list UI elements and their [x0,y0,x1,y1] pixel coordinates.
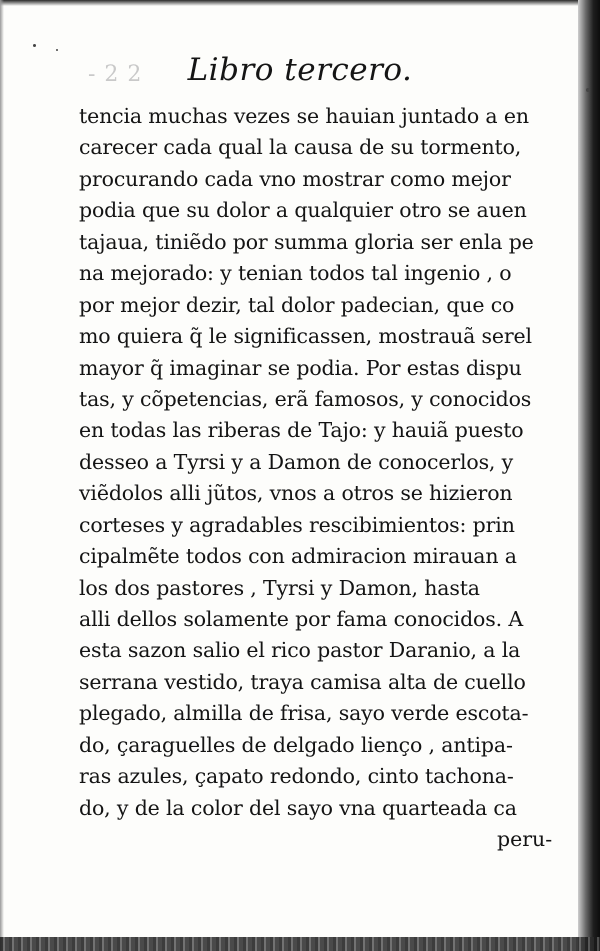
text-line: esta sazon salio el rico pastor Daranio, a la [79,638,521,663]
text-line: corteses y agradables rescibimientos: prin [79,512,515,537]
body-text [79,101,569,824]
ink-speck [33,44,36,47]
text-line: los dos pastores , Tyrsi y Damon, hasta [79,575,480,600]
text-line: do, y de la color del sayo vna quarteada ca [79,795,517,820]
catchword: peru- [497,827,553,851]
ink-speck [56,49,58,51]
text-line: por mejor dezir, tal dolor padecian, que co [79,292,515,317]
running-head: Libro tercero. [187,52,413,88]
text-line: en todas las riberas de Tajo: y hauiã puesto [79,418,524,443]
text-line: serrana vestido, traya camisa alta de cuello [79,669,526,694]
text-line: mayor q̃ imaginar se podia. Por estas dispu [79,355,522,380]
text-line: na mejorado: y tenian todos tal ingenio , o [79,261,512,286]
text-line: do, çaraguelles de delgado lienço , antipa- [79,732,513,757]
text-line: tas, y cõpetencias, erã famosos, y conocidos [79,386,532,411]
text-line: plegado, almilla de frisa, sayo verde escota- [79,701,529,726]
text-line: tajaua, tiniẽdo por summa gloria ser enla pe [79,229,534,254]
faint-mark: - 2 2 [88,62,143,87]
text-line: ras azules, çapato redondo, cinto tachona- [79,764,514,789]
text-line: tencia muchas vezes se hauian juntado a en [79,104,529,128]
text-line: alli dellos solamente por fama conocidos. A [79,607,523,631]
scan-edge-bottom [0,937,600,951]
text-line: procurando cada vno mostrar como mejor [79,166,511,191]
text-line: mo quiera q̃ le significassen, mostrauã serel [79,324,532,349]
scan-edge-top [0,0,600,6]
text-line: cipalmẽte todos con admiracion mirauan a [79,544,517,569]
text-line: desseo a Tyrsi y a Damon de conocerlos, y [79,449,514,474]
scan-edge-left [0,0,4,951]
text-line: podia que su dolor a qualquier otro se auen [79,198,527,223]
text-line: carecer cada qual la causa de su tormento, [79,135,522,160]
scan-edge-right [578,0,600,951]
text-line: viẽdolos alli jũtos, vnos a otros se hizieron [79,481,513,506]
ink-speck [586,88,590,92]
